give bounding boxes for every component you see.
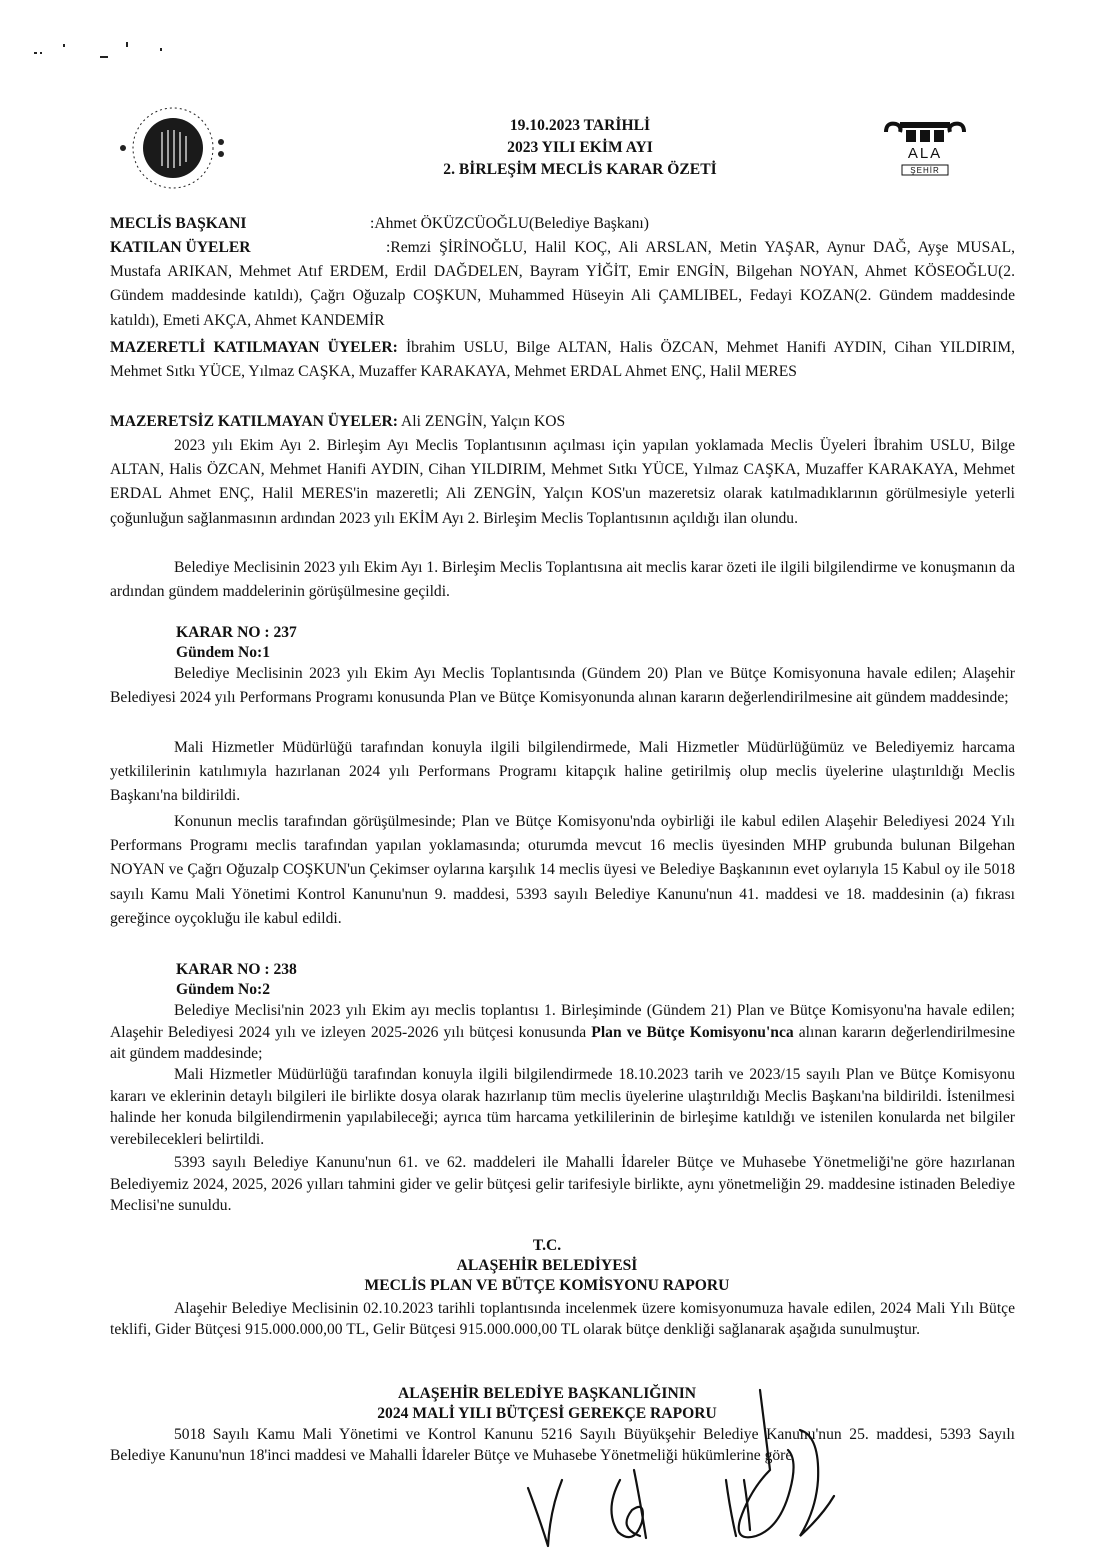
decision-237-paragraph-1 bbox=[110, 662, 1015, 710]
scan-marks bbox=[30, 38, 170, 68]
excused-paragraph bbox=[110, 336, 1015, 384]
decision-238-text-1b: alınan kararın değerlendirilmesine ait gündem maddesinde; bbox=[110, 1023, 1016, 1062]
decision-238-paragraph-2 bbox=[110, 1064, 1015, 1150]
justification-title-1: ALAŞEHİR BELEDİYE BAŞKANLIĞININ bbox=[397, 1385, 697, 1402]
decision-237-text-1: Belediye Meclisinin 2023 yılı Ekim Ayı Meclis Toplantısında (Gündem 20) Plan ve Bütçe Komisyonuna havale edilen; Alaşehir Belediyesi 2024 yılı Performans Programı konusunda Plan ve Bütçe Komisyonunda alınan kararın değerlendirilmesine ait gündem maddesinde; bbox=[110, 665, 1015, 707]
unexcused-label: MAZERETSİZ KATILMAYAN ÜYELER: bbox=[110, 413, 398, 430]
decision-238-text-1a: Belediye Meclisi'nin 2023 yılı Ekim ayı meclis toplantısı 1. Birleşiminde (Gündem 21) Plan ve Bütçe Komisyonu'na havale edilen; Alaşehir Belediyesi 2024 yılı ve izleyen 2025-2026 yılı bütçesi konusunda bbox=[110, 1002, 1015, 1041]
excused-value: İbrahim USLU, Bilge ALTAN, Halis ÖZCAN, Mehmet Hanifi AYDIN, Cihan YILDIRIM, Mehmet Sıtkı YÜCE, Yılmaz CAŞKA, Muzaffer KARAKAYA, Mehmet ERDAL Ahmet ENÇ, Halil MERES bbox=[110, 339, 1016, 381]
decision-237-number: KARAR NO : 237 bbox=[176, 624, 297, 641]
decision-238-text-2: Mali Hizmetler Müdürlüğü tarafından konuyla ilgili bilgilendirmede 18.10.2023 tarih ve 2023/15 sayılı Plan ve Bütçe Komisyonu kararı ve eklerinin detaylı bilgileri ile birlikte dosya olarak hazırlanıp tüm meclis üyelerine ulaştırıldığı Meclis Başkanı'na bildirildi. İstenilmesi halinde her konuda bilgilendirmenin yapılabileceği; ayrıca tüm harcama yetkililerinin de birleşime katıldığı ve istenilen konularda net bilgiler verebilecekleri belirtildi. bbox=[110, 1066, 1015, 1148]
unexcused-value: Ali ZENGİN, Yalçın KOS bbox=[401, 413, 566, 430]
members-paragraph bbox=[110, 236, 1015, 333]
decision-237-text-3: Konunun meclis tarafından görüşülmesinde; Plan ve Bütçe Komisyonu'nda oybirliği ile kabul edilen Alaşehir Belediyesi 2024 Yılı Performans Programı meclis tarafından yapılan yoklamasında; oturumda mevcut 16 meclis üyesinden MHP grubunda bulunan Bilgehan NOYAN ve Çağrı Oğuzalp COŞKUN'un Çekimser oylarına karşılık 14 meclis üyesi ve Belediye Başkanının evet oylarıyla 15 Kabul oy ile 5018 sayılı Kamu Mali Yönetimi Kontrol Kanunu'nun 9. maddesi, 5393 sayılı Belediye Kanunu'nun 41. maddesi ve 18. maddesinin (a) fıkrası gereğince oyçokluğu ile kabul edildi. bbox=[110, 813, 1015, 927]
ala-sehir-logo bbox=[880, 118, 970, 180]
intro-paragraph-2 bbox=[110, 556, 1015, 604]
president-label: MECLİS BAŞKANI bbox=[110, 215, 247, 232]
president-value: :Ahmet ÖKÜZCÜOĞLU(Belediye Başkanı) bbox=[370, 215, 649, 232]
report-paragraph bbox=[110, 1298, 1015, 1340]
report-title: MECLİS PLAN VE BÜTÇE KOMİSYONU RAPORU bbox=[364, 1277, 730, 1294]
decision-238-text-1-bold: Plan ve Bütçe Komisyonu'nca bbox=[591, 1023, 794, 1041]
decision-237-agenda: Gündem No:1 bbox=[176, 644, 271, 661]
members-value: :Remzi ŞİRİNOĞLU, Halil KOÇ, Ali ARSLAN, Metin YAŞAR, Aynur DAĞ, Ayşe MUSAL, Mustafa ARIKAN, Mehmet Atıf ERDEM, Erdil DAĞDELEN, Bayram YİĞİT, Emir ENGİN, Bilgehan NOYAN, Ahmet KÖSEOĞLU(2. Gündem maddesinde katıldı), Çağrı Oğuzalp COŞKUN, Muhammed Hüseyin Ali ÇAMLIBEL, Fedayi KOZAN(2. Gündem maddesinde katıldı), Emeti AKÇA, Ahmet KANDEMİR bbox=[110, 239, 1015, 329]
intro-text-2: Belediye Meclisinin 2023 yılı Ekim Ayı 1. Birleşim Meclis Toplantısına ait meclis karar özeti ile ilgili bilgilendirme ve konuşmanın da ardından gündem maddelerinin görüşülmesine geçildi. bbox=[110, 559, 1015, 601]
unexcused-paragraph bbox=[110, 410, 1015, 434]
decision-238-text-3: 5393 sayılı Belediye Kanunu'nun 61. ve 62. maddeleri ile Mahalli İdareler Bütçe ve Muhasebe Yönetmeliği'ne göre hazırlanan Belediyemiz 2024, 2025, 2026 yılları tahmini gider ve gelir bütçesi gelir tarifesiyle birlikte, aynı yönetmeliğin 29. maddesine istinaden Belediye Meclisi'ne sunuldu. bbox=[110, 1154, 1015, 1214]
intro-text-1: 2023 yılı Ekim Ayı 2. Birleşim Ayı Meclis Toplantısının açılması için yapılan yoklamada Meclis Üyeleri İbrahim USLU, Bilge ALTAN, Halis ÖZCAN, Mehmet Hanifi AYDIN, Cihan YILDIRIM, Mehmet Sıtkı YÜCE, Yılmaz CAŞKA, Muzaffer KARAKAYA, Mehmet ERDAL Ahmet ENÇ, Halil MERES'in mazeretli; Ali ZENGİN, Yalçın KOS'un mazeretsiz olarak katılmadıklarının görülmesiyle yeterli çoğunluğun sağlanmasının ardından 2023 yılı EKİM Ayı 2. Birleşim Meclis Toplantısının açıldığı ilan olundu. bbox=[110, 437, 1015, 527]
svg-text:ŞEHİR: ŞEHİR bbox=[910, 166, 940, 175]
decision-238-number: KARAR NO : 238 bbox=[176, 961, 297, 978]
decision-238-paragraph-1 bbox=[110, 1000, 1015, 1065]
decision-238-paragraph-3 bbox=[110, 1152, 1015, 1217]
decision-237-paragraph-2 bbox=[110, 736, 1015, 809]
report-text: Alaşehir Belediye Meclisinin 02.10.2023 tarihli toplantısında incelenmek üzere komisyonumuza havale edilen, 2024 Mali Yılı Bütçe teklifi, Gider Bütçesi 915.000.000,00 TL, Gelir Bütçesi 915.000.000,00 TL olarak bütçe denkliği sağlanarak aşağıda sunulmuştur. bbox=[110, 1300, 1015, 1338]
municipality-seal-logo bbox=[118, 98, 228, 198]
members-label: KATILAN ÜYELER bbox=[110, 239, 251, 256]
header-date: 19.10.2023 TARİHLİ bbox=[509, 117, 651, 134]
justification-text: 5018 Sayılı Kamu Mali Yönetimi ve Kontrol Kanunu 5216 Sayılı Büyükşehir Belediye Kanunu'nun 25. maddesi, 5393 Sayılı Belediye Kanunu'nun 18'inci maddesi ve Mahalli İdareler Bütçe ve Muhasebe Yönetmeliği hükümlerine göre bbox=[110, 1426, 1015, 1464]
decision-238-agenda: Gündem No:2 bbox=[176, 981, 271, 998]
report-tc: T.C. bbox=[532, 1237, 562, 1254]
excused-label: MAZERETLİ KATILMAYAN ÜYELER: bbox=[110, 339, 398, 356]
document-header bbox=[300, 115, 860, 181]
justification-title-2: 2024 MALİ YILI BÜTÇESİ GEREKÇE RAPORU bbox=[377, 1405, 717, 1422]
header-title: 2. BİRLEŞİM MECLİS KARAR ÖZETİ bbox=[443, 161, 717, 178]
signature-marks bbox=[500, 1360, 860, 1550]
intro-paragraph-1 bbox=[110, 434, 1015, 531]
decision-237-paragraph-3 bbox=[110, 810, 1015, 931]
header-period: 2023 YILI EKİM AYI bbox=[507, 139, 653, 156]
president-row bbox=[110, 212, 246, 236]
svg-text:ALA: ALA bbox=[907, 145, 943, 162]
report-org: ALAŞEHİR BELEDİYESİ bbox=[456, 1257, 638, 1274]
decision-237-text-2: Mali Hizmetler Müdürlüğü tarafından konuyla ilgili bilgilendirmede, Mali Hizmetler Müdürlüğümüz ve Belediyemiz harcama yetkililerinin katılımıyla hazırlanan 2024 yılı Performans Programı kitapçık haline getirilmiş olup meclis üyelerine ulaştırıldığı Meclis Başkanı'na bildirildi. bbox=[110, 739, 1015, 805]
